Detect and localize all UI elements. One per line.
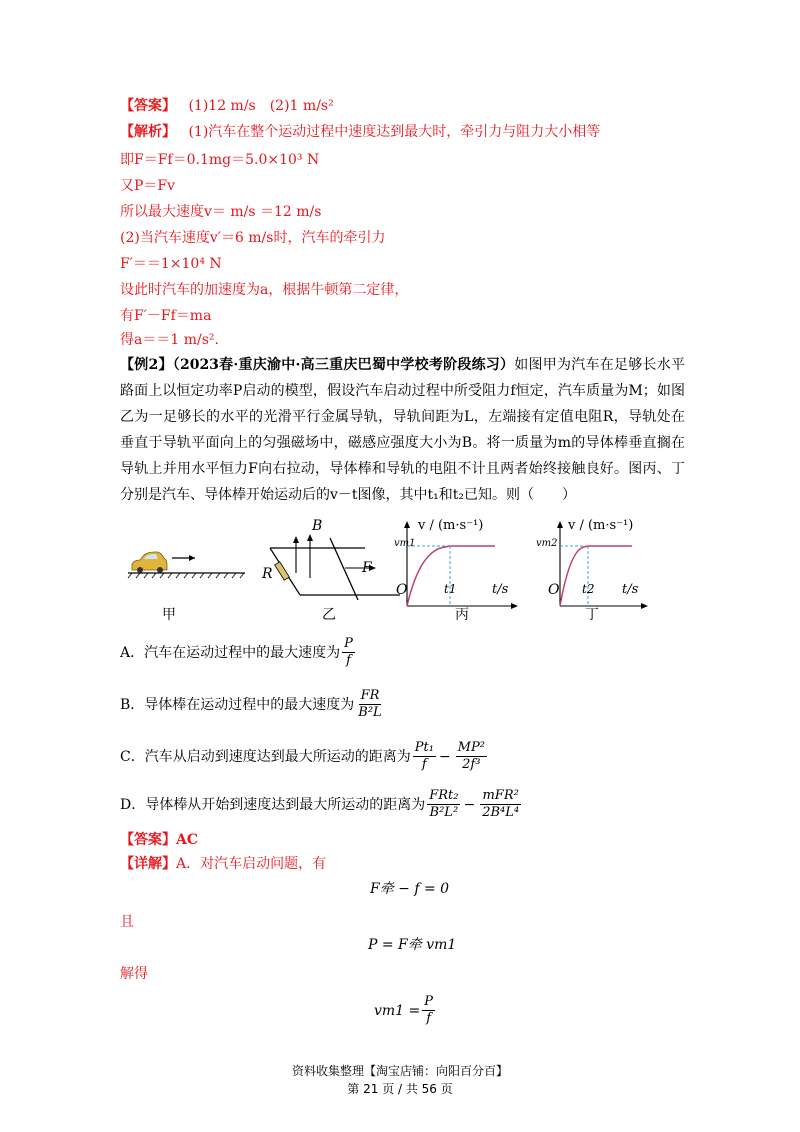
- analysis-line-1: 【解析】 (1)汽车在整个运动过程中速度达到最大时，牵引力与阻力大小相等: [120, 124, 601, 140]
- axis-t-bing: t/s: [492, 582, 509, 597]
- axis-v-bing: v / (m·s⁻¹): [418, 518, 484, 533]
- analysis-line-9: 得a＝＝1 m/s².: [120, 332, 219, 348]
- label-t1: t1: [444, 582, 457, 596]
- equation-1: F牵 − f = 0: [370, 881, 450, 897]
- answer-text: (1)12 m/s (2)1 m/s²: [188, 98, 334, 114]
- detail-tag: 【详解】: [120, 856, 176, 872]
- label-R: R: [262, 566, 273, 582]
- resistor: [275, 562, 290, 580]
- example-body: 如图甲为汽车在足够长水平路面上以恒定功率P启动的模型，假设汽车启动过程中所受阻力f恒定，汽车质量为M；如图乙为一足够长的水平的光滑平行金属导轨，导轨间距为L，左端接有定值电阻R，导轨处在垂直于导轨平面向上的匀强磁场中，磁感应强度大小为B。将一质量为m的导体棒垂直搁在导轨上并用水平恒力F向右拉动，导体棒和导轨的电阻不计且两者始终接触良好。图丙、丁分别是汽车、导体棒开始运动后的v－t图像，其中t₁和t₂已知。则（ ）: [120, 357, 685, 503]
- answer-tag: 【答案】: [120, 98, 176, 114]
- label-B: B: [312, 518, 323, 534]
- analysis-line-7: 设此时汽车的加速度为a，根据牛顿第二定律，: [120, 282, 409, 298]
- axis-v-ding: v / (m·s⁻¹): [568, 518, 634, 533]
- option-c[interactable]: C．汽车从启动到速度达到最大所运动的距离为 $\frac{\text{Pt₁}}{f}$ − $\frac{\text{MP²}}{\text{2f³}}$: [120, 740, 485, 772]
- analysis-line-8: 有F′－Ff＝ma: [120, 308, 212, 324]
- analysis-line-5: (2)当汽车速度v′＝6 m/s时，汽车的牵引力: [120, 230, 386, 246]
- analysis-line-6: F′＝＝1×10⁴ N: [120, 256, 222, 272]
- detail-line: [120, 854, 326, 874]
- detail-and: 且: [120, 914, 134, 930]
- analysis-line-4: 所以最大速度v＝ m/s ＝12 m/s: [120, 204, 322, 220]
- analysis-line-3: 又P＝Fv: [120, 178, 176, 194]
- example-source: （2023春·重庆渝中·高三重庆巴蜀中学校考阶段练习）: [172, 357, 515, 373]
- axis-t-ding: t/s: [622, 582, 639, 597]
- example-paragraph: [120, 352, 685, 508]
- option-d[interactable]: D．导体棒从开始到速度达到最大所运动的距离为 $\frac{\text{FRt₂}}{\text{B²L²}}$ − $\frac{\text{mFR²}}{\text{2B⁴L⁴}}$: [120, 788, 520, 820]
- answer2-line: [120, 830, 198, 850]
- example-tag: 【例2】: [120, 357, 173, 373]
- option-b[interactable]: B．导体棒在运动过程中的最大速度为 $\frac{FR}{\text{B²L}}$: [120, 688, 382, 720]
- footer-source: 资料收集整理【淘宝店铺：向阳百分百】: [291, 1064, 508, 1078]
- caption-ding: 丁: [585, 607, 599, 623]
- origin-ding: O: [548, 582, 560, 598]
- label-t2: t2: [582, 582, 595, 596]
- conductor-rod: [330, 538, 358, 600]
- figure-yi: [270, 534, 400, 600]
- caption-yi: 乙: [322, 607, 336, 623]
- car-icon: [132, 552, 167, 573]
- figures: [120, 518, 660, 628]
- label-F: F: [362, 560, 372, 576]
- analysis-tag: 【解析】: [120, 124, 176, 140]
- caption-bing: 丙: [455, 607, 469, 623]
- detail-intro: A．对汽车启动问题，有: [176, 856, 327, 872]
- detail-solve: 解得: [120, 966, 148, 982]
- velocity-curve-car: [407, 546, 495, 606]
- answer-line: [120, 96, 334, 116]
- velocity-curve-rod: [560, 546, 632, 606]
- option-a[interactable]: A．汽车在运动过程中的最大速度为 $\frac{P}{f}$: [120, 636, 353, 668]
- equation-3: vm1 = $\frac{P}{f}$: [374, 994, 434, 1026]
- caption-jia: 甲: [162, 607, 176, 623]
- answer2-tag: 【答案】: [120, 832, 176, 848]
- label-vm2: vm2: [536, 538, 558, 549]
- answer2-text: AC: [176, 832, 199, 848]
- equation-2: P = F牵 vm1: [368, 937, 457, 953]
- analysis-line-2: 即F＝Ff＝0.1mg＝5.0×10³ N: [120, 152, 320, 168]
- figure-jia: [128, 552, 245, 578]
- label-vm1: vm1: [394, 538, 416, 549]
- origin-bing: O: [396, 582, 408, 598]
- page-number: 第 21 页 / 共 56 页: [347, 1082, 453, 1096]
